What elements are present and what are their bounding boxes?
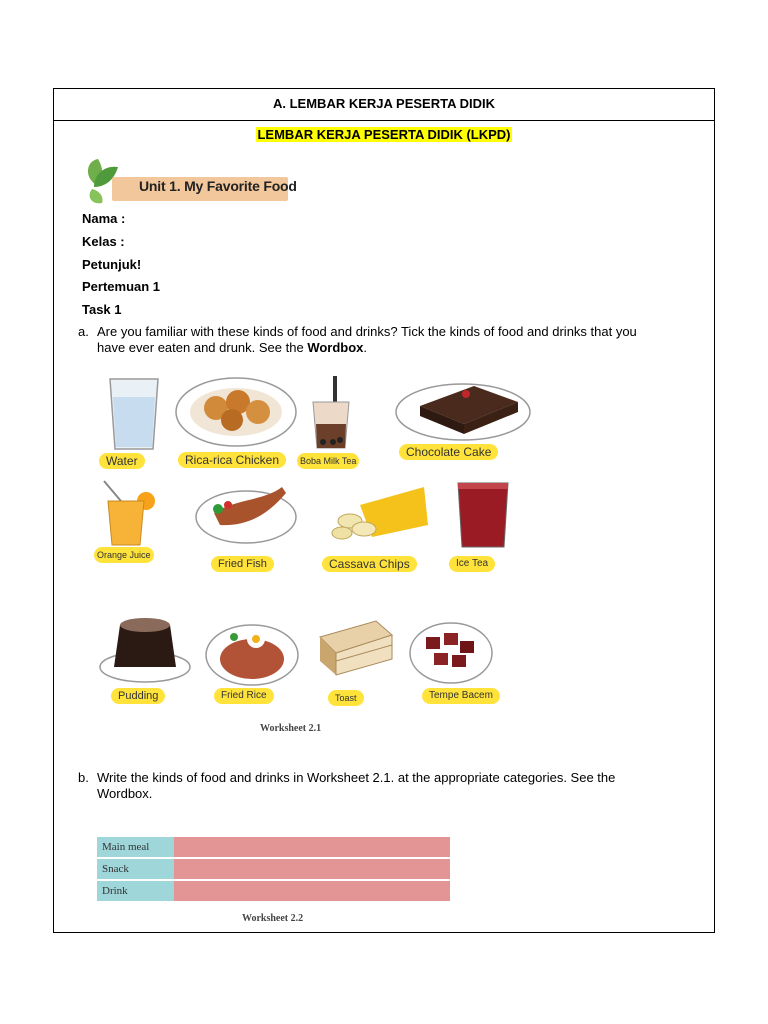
- toast-image: [316, 615, 396, 681]
- section-title: A. LEMBAR KERJA PESERTA DIDIK: [54, 89, 714, 121]
- field-nama: Nama :: [82, 211, 126, 226]
- chocolate-cake-image: [394, 372, 532, 442]
- category-snack: Snack: [97, 859, 174, 879]
- field-pertemuan: Pertemuan 1: [82, 279, 161, 294]
- table-row: [97, 881, 450, 901]
- worksheet-2-1-caption: Worksheet 2.1: [260, 723, 322, 734]
- unit-title-bar: [112, 177, 297, 201]
- ice-tea-image: [454, 479, 512, 551]
- category-drink: Drink: [97, 881, 174, 901]
- unit-title: Unit 1. My Favorite Food: [139, 178, 297, 194]
- label-fried-fish: Fried Fish: [211, 556, 274, 572]
- instruction-b-line2: Wordbox.: [97, 786, 153, 801]
- instruction-a-line1: Are you familiar with these kinds of food and drinks? Tick the kinds of food and drinks that you: [97, 324, 637, 339]
- cassava-chips-image: [320, 485, 430, 547]
- orange-juice-image: [98, 477, 156, 547]
- tempe-bacem-image: [408, 619, 494, 685]
- pudding-image: [98, 615, 192, 683]
- answer-field-main-meal[interactable]: [174, 837, 450, 857]
- label-tempe-bacem: Tempe Bacem: [422, 688, 500, 704]
- field-kelas: Kelas :: [82, 234, 125, 249]
- instruction-a-line2: [97, 340, 707, 356]
- instruction-a-line2-end: .: [363, 340, 368, 355]
- field-task: Task 1: [82, 302, 122, 317]
- worksheet-2-2-caption: Worksheet 2.2: [242, 913, 304, 924]
- table-row: [97, 837, 450, 857]
- lkpd-title: [54, 127, 714, 142]
- label-fried-rice: Fried Rice: [214, 688, 274, 704]
- answer-field-snack[interactable]: [174, 859, 450, 879]
- label-cassava-chips: Cassava Chips: [322, 556, 417, 572]
- label-boba-tea: Boba Milk Tea: [297, 453, 359, 469]
- label-chocolate-cake: Chocolate Cake: [399, 444, 498, 460]
- category-table: [97, 835, 450, 903]
- fried-fish-image: [194, 479, 298, 545]
- answer-field-drink[interactable]: [174, 881, 450, 901]
- label-pudding: Pudding: [111, 688, 165, 704]
- label-water: Water: [99, 453, 145, 469]
- lkpd-title-text: LEMBAR KERJA PESERTA DIDIK (LKPD): [257, 127, 511, 142]
- label-rica-chicken: Rica-rica Chicken: [178, 452, 286, 468]
- worksheet-frame: [53, 88, 715, 933]
- label-ice-tea: Ice Tea: [449, 556, 495, 572]
- instruction-a-marker: a.: [78, 324, 89, 339]
- fried-rice-image: [204, 617, 300, 687]
- unit-badge: [82, 155, 297, 207]
- label-orange-juice: Orange Juice: [94, 547, 154, 563]
- instruction-b-line1: Write the kinds of food and drinks in Worksheet 2.1. at the appropriate categories. See the: [97, 770, 616, 785]
- label-toast: Toast: [328, 690, 364, 706]
- wordbox-term: Wordbox: [307, 340, 364, 355]
- instruction-a-line2-text: have ever eaten and drunk. See the: [97, 340, 308, 355]
- category-main-meal: Main meal: [97, 837, 174, 857]
- field-petunjuk: Petunjuk!: [82, 257, 142, 272]
- boba-tea-image: [307, 376, 355, 452]
- table-row: [97, 859, 450, 879]
- rica-chicken-image: [174, 372, 298, 448]
- instruction-b-marker: b.: [78, 770, 89, 785]
- water-glass-image: [104, 375, 164, 453]
